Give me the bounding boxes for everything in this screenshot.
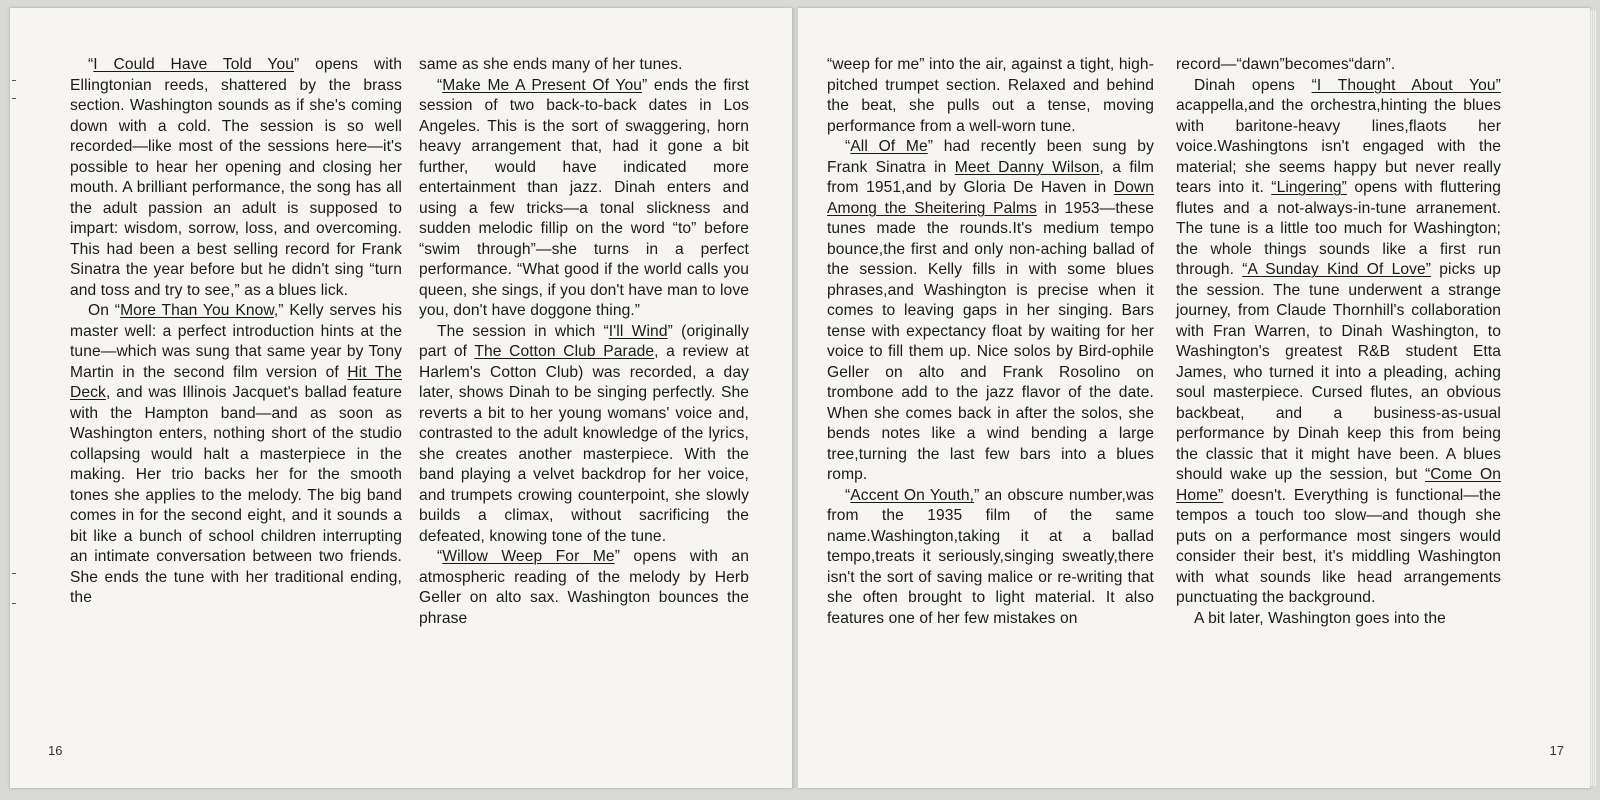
paragraph <box>1176 76 1501 609</box>
body-text: Dinah opens <box>1194 76 1312 94</box>
body-text: ,” Kelly serves his master well: a perfect introduction hints at the tune—which was sung that same year by Tony Martin in the second film version of <box>70 302 402 381</box>
left-column-1 <box>70 55 402 609</box>
song-title: Make Me A Present Of You <box>442 76 643 94</box>
paragraph: “weep for me” into the air, against a tight, high-pitched trumpet section. Relaxed and behind the beat, she pulls out a tense, moving performance from a well-worn tune. <box>827 56 1154 135</box>
body-text: “ <box>845 138 851 155</box>
left-page <box>10 8 792 788</box>
paragraph: record—“dawn”becomes“darn”. <box>1176 56 1396 73</box>
page-number: 16 <box>48 743 63 758</box>
body-text: opens with Ellingtonian reeds, shattered by the brass section. Washington sounds as if she's coming down with a cold. The session is so well recorded—like most of the sessions here—it's possible to hear her opening and closing her mouth. A brilliant performance, the song has all the adult passion an adult is supposed to impart: wisdom, sorrow, loss, and overcoming. This had been a best selling record for Frank Sinatra the year before but he didn't sing “turn and toss and try to see,” as a blues lick. <box>70 56 402 299</box>
paragraph: “I Could Have Told You” opens with Ellingtonian reeds, shattered by the brass section. Washington sounds as if she's coming down with a cold. The session is so well recorded—like most of the sessions here—it's possible to hear her opening and closing her mouth. A brilliant performance, the song has all the adult passion an adult is supposed to impart: wisdom, sorrow, loss, and overcoming. This had been a best selling record for Frank Sinatra the year before but he didn't sing “turn and toss and try to see,” as a blues lick. <box>70 56 402 299</box>
song-title: All Of Me <box>850 138 928 155</box>
paragraph <box>419 76 749 322</box>
song-title: “Lingering” <box>1271 179 1347 196</box>
paragraph: A bit later, Washington goes into the <box>1194 609 1446 627</box>
body-text: acappella,and the orchestra,hinting the blues with baritone-heavy lines,flaots her voice.Washingtons isn't engaged with the material; she seems happy but never really tears into it. <box>1176 97 1501 196</box>
body-text: ” ends the first session of two back-to-back dates in Los Angeles. This is the sort of swaggering, horn heavy arrangement that, had it gone a bit further, would have indicated more entertainment than jazz. Dinah enters and using a few tricks—a tonal slickness and sudden melodic fillip on the word “to” before “swim through”—she turns in a perfect performance. “What good if the world calls you queen, she sings, if you don't have man to love you, don't have doggone thing.” <box>419 76 749 319</box>
paragraph <box>419 547 749 629</box>
body-text: , and was Illinois Jacquet's ballad feature with the Hampton band—and as soon as Washington enters, nothing short of the studio collapsing would halt a masterpiece in the making. Her trio backs her for the smooth tones she applies to the melody. The big band comes in for the second eight, and it sounds a bit like a bunch of school children interrupting an intimate conversation between two friends. She ends the tune with her traditional ending, the <box>70 384 402 606</box>
body-text: “ <box>845 486 851 504</box>
song-title: “A Sunday Kind Of Love” <box>1242 261 1432 278</box>
body-text: On “ <box>88 302 121 319</box>
body-text: doesn't. Everything is functional—the tempos a touch too slow—and though she puts on a performance most singers would consider their best, it's middling Washington with what sounds like head arrangements punctuating the background. <box>1176 486 1501 606</box>
paragraph <box>827 486 1154 630</box>
film-title: Meet Danny Wilson <box>954 158 1100 176</box>
right-column-2 <box>1176 55 1501 629</box>
page-edge-mark <box>12 80 16 81</box>
body-text: in 1953—these tunes made the rounds.It's medium tempo bounce,the first and only non-aching ballad of the session. Kelly fills in with some blues phrases,and Washington is precise when it comes to leaving gaps in her singing. Bars tense with expectancy float by waiting for her voice to fill them up. Nice solos by Bird-ophile Geller on alto and Frank Rosolino on trombone add to the jazz flavor of the date. When she comes back in after the solos, she bends notes like a wind bending a large tree,turning the last few bars into a blues romp. <box>827 199 1154 483</box>
film-title: Hit The Deck <box>70 363 402 401</box>
right-page <box>798 8 1590 788</box>
song-title: Willow Weep For Me <box>442 548 615 565</box>
body-text: , a review at Harlem's Cotton Club) was recorded, a day later, shows Dinah to be singing perfectly. She reverts a bit to her young womans' voice and, contrasted to the adult knowledge of the lyrics, she creates another masterpiece. With the band playing a velvet backdrop for her voice, and trumpets crowing counterpoint, she slowly builds a climax, without sacrificing the defeated, knowing tone of the tune. <box>419 343 749 545</box>
body-text: ” (originally part of <box>419 322 749 360</box>
song-title: More Than You Know <box>120 302 274 319</box>
paragraph <box>419 322 749 548</box>
show-title: The Cotton Club Parade <box>474 343 655 360</box>
page-edge-mark <box>12 603 16 604</box>
page-number: 17 <box>1549 743 1564 758</box>
paragraph <box>70 301 402 609</box>
body-text: “ <box>437 76 443 94</box>
film-title: Down Among the Sheitering Palms <box>827 179 1154 217</box>
song-title: I Could Have Told You <box>93 56 294 73</box>
song-title: Accent On Youth, <box>850 486 975 504</box>
body-text: ” opens with an atmospheric reading of the melody by Herb Geller on alto sax. Washington bounces the phrase <box>419 548 749 627</box>
body-text: The session in which “ <box>437 322 609 340</box>
body-text: “ <box>437 548 443 565</box>
song-title: I'll Wind <box>608 322 668 340</box>
song-title: “I Thought About You” <box>1311 76 1501 94</box>
body-text: picks up the session. The tune underwent a strange journey, from Claude Thornhill's collaboration with Fran Warren, to Dinah Washington, to Washington's greatest R&B student Etta James, who turned it into a pleading, aching soul masterpiece. Cursed flutes, an obvious backbeat, and a business-as-usual performance by Dinah keep this from being the classic that it might have been. A blues should wake up the session, but <box>1176 261 1502 483</box>
left-column-2 <box>419 55 749 629</box>
body-text: , a film from 1951,and by Gloria De Haven in <box>827 158 1154 196</box>
body-text: opens with fluttering flutes and a not-always-in-tune arranement. The tune is a little too much for Washington; the whole things sounds like a first run through. <box>1176 179 1501 278</box>
paragraph: same as she ends many of her tunes. <box>419 56 683 73</box>
page-edge-mark <box>12 573 16 574</box>
body-text: ” an obscure number,was from the 1935 film of the same name.Washington,taking it at a ballad tempo,treats it seriously,singing sweatly,there isn't the sort of saving malice or re-writing that she often brought to light material. It also features one of her few mistakes on <box>827 486 1155 627</box>
page-stack-edge <box>1590 10 1596 786</box>
page-edge-mark <box>12 98 16 99</box>
song-title: “Come On Home” <box>1176 466 1501 504</box>
right-column-1 <box>827 55 1154 629</box>
body-text: ” had recently been sung by Frank Sinatra in <box>827 138 1154 176</box>
paragraph <box>827 137 1154 486</box>
